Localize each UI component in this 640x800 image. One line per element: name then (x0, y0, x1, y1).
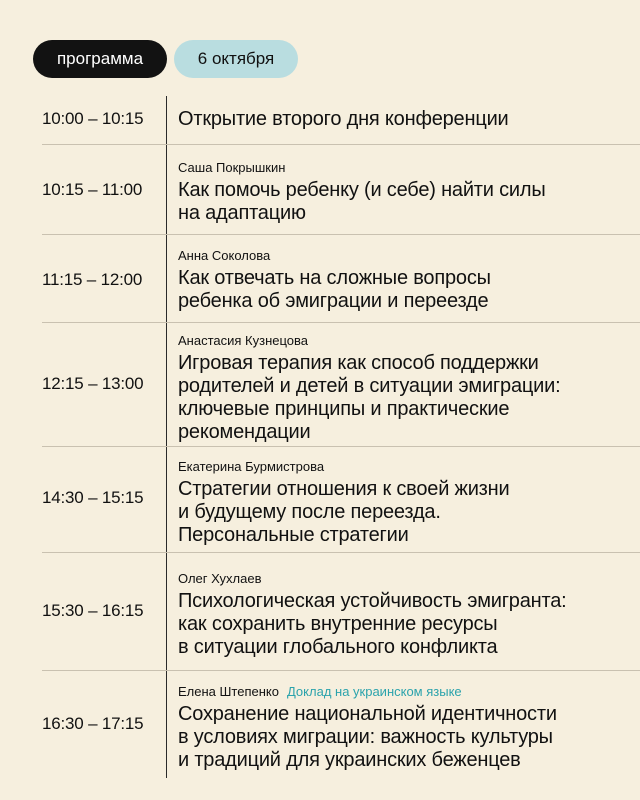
session-title-line: Сохранение национальной идентичности (178, 703, 557, 725)
speaker-name: Анастасия Кузнецова (178, 333, 308, 348)
session-time: 14:30 – 15:15 (42, 488, 144, 507)
session-time: 16:30 – 17:15 (42, 714, 144, 733)
session-time: 11:15 – 12:00 (42, 270, 143, 289)
session-title-line: ключевые принципы и практические (178, 398, 510, 420)
session-row (0, 446, 640, 552)
session-title-line: и будущему после переезда. (178, 501, 441, 523)
speaker-line (178, 684, 462, 699)
session-title-line: родителей и детей в ситуации эмиграции: (178, 375, 561, 397)
session-time: 15:30 – 16:15 (42, 601, 144, 620)
speaker-name: Екатерина Бурмистрова (178, 459, 325, 474)
session-row (0, 144, 640, 234)
session-title-line: Как помочь ребенку (и себе) найти силы (178, 179, 546, 201)
session-title-line: Персональные стратегии (178, 524, 409, 546)
session-title-line: в условиях миграции: важность культуры (178, 726, 553, 748)
session-title-line: и традиций для украинских беженцев (178, 749, 521, 771)
session-title (178, 590, 628, 659)
program-tag: программа (33, 40, 167, 78)
session-title (178, 179, 628, 225)
date-tag: 6 октября (174, 40, 298, 78)
session-title-line: Психологическая устойчивость эмигранта: (178, 590, 567, 612)
session-time: 12:15 – 13:00 (42, 374, 144, 393)
session-title-line: Стратегии отношения к своей жизни (178, 478, 510, 500)
speaker-name: Елена Штепенко (178, 684, 279, 699)
session-title (178, 352, 628, 444)
session-row (0, 234, 640, 322)
session-row (0, 670, 640, 778)
language-note: Доклад на украинском языке (286, 684, 462, 699)
session-title-line: в ситуации глобального конфликта (178, 636, 498, 658)
session-title-line: Открытие второго дня конференции (178, 108, 509, 130)
session-title (178, 478, 628, 547)
session-time: 10:15 – 11:00 (42, 180, 143, 199)
session-title (178, 267, 628, 313)
session-row (0, 322, 640, 446)
session-row (0, 96, 640, 144)
session-title-line: рекомендации (178, 421, 311, 443)
header-tags (33, 40, 298, 78)
session-title-line: ребенка об эмиграции и переезде (178, 290, 489, 312)
session-title (178, 703, 628, 772)
session-time: 10:00 – 10:15 (42, 109, 144, 128)
session-title-line: на адаптацию (178, 202, 306, 224)
session-title-line: Как отвечать на сложные вопросы (178, 267, 491, 289)
speaker-name: Саша Покрышкин (178, 160, 286, 175)
session-title-line: Игровая терапия как способ поддержки (178, 352, 539, 374)
session-title-line: как сохранить внутренние ресурсы (178, 613, 498, 635)
speaker-name: Анна Соколова (178, 248, 271, 263)
session-title (178, 108, 628, 131)
speaker-name: Олег Хухлаев (178, 571, 262, 586)
session-row (0, 552, 640, 670)
